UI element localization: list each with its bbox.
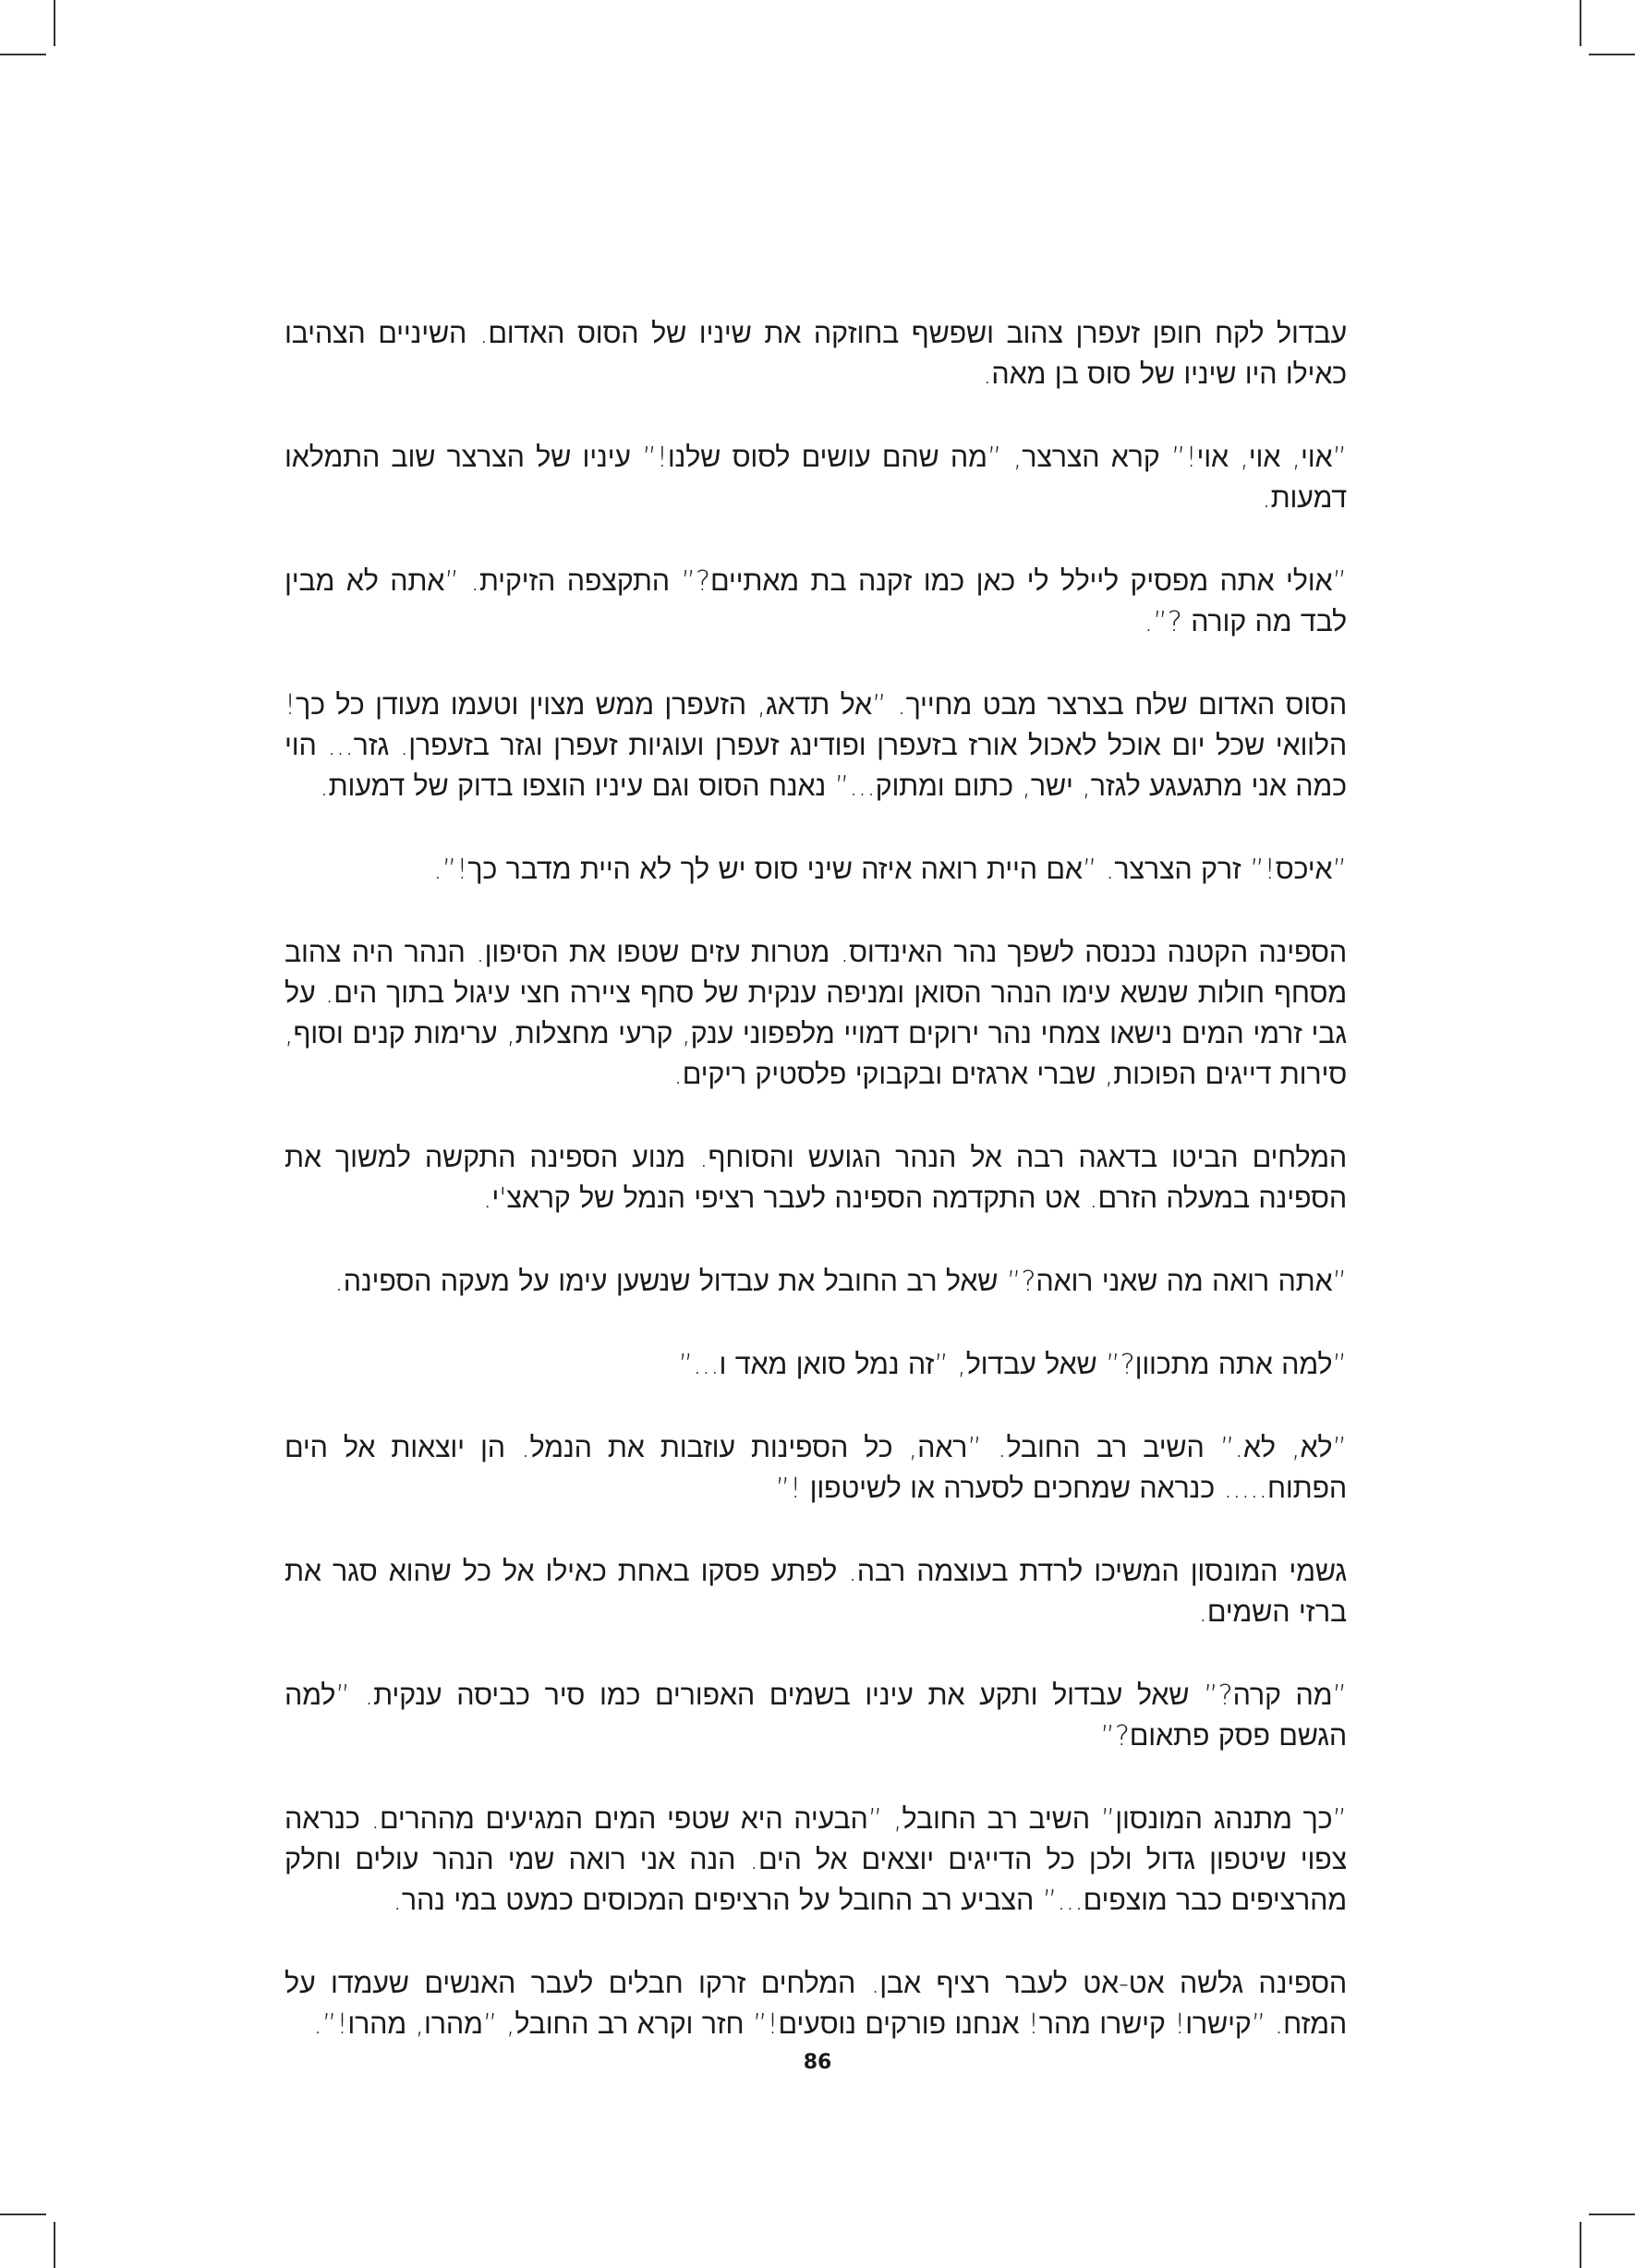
crop-mark-bottom-left-vertical [54, 2222, 55, 2268]
paragraph: ”כך מתנהג המונסון” השיב רב החובל, ”הבעיה היא שטפי המים המגיעים מההרים. כנראה צפוי שיטפון גדול ולכן כל הדייגים יוצאים אל הים. הנה אני רואה שמי הנהר עולים וחלק מהרציפים כבר מוצפים...” הצביע רב החובל על הרציפים המכוסים כמעט במי נהר. [285, 1803, 1347, 1917]
paragraph: ”אולי אתה מפסיק ליילל לי כאן כמו זקנה בת מאתיים?” התקצפה הזיקית. ”אתה לא מבין לבד מה קורה ?”. [285, 565, 1347, 638]
paragraph: ”אוי, אוי, אוי!” קרא הצרצר, ”מה שהם עושים לסוס שלנו!” עיניו של הצרצר שוב התמלאו דמעות. [285, 442, 1347, 515]
crop-mark-bottom-right-vertical [1580, 2222, 1581, 2268]
crop-mark-top-right-vertical [1580, 0, 1581, 46]
paragraph: גשמי המונסון המשיכו לרדת בעוצמה רבה. לפתע פסקו באחת כאילו אל כל שהוא סגר את ברזי השמים. [285, 1556, 1347, 1629]
paragraph: המלחים הביטו בדאגה רבה אל הנהר הגועש והסוחף. מנוע הספינה התקשה למשוך את הספינה במעלה הזרם. אט התקדמה הספינה לעבר רציפי הנמל של קראצ'י. [285, 1142, 1347, 1215]
paragraph: עבדול לקח חופן זעפרן צהוב ושפשף בחוזקה את שיניו של הסוס האדום. השיניים הצהיבו כאילו היו שיניו של סוס בן מאה. [285, 318, 1347, 391]
crop-mark-top-left-horizontal [0, 54, 46, 55]
paragraph: ”לא, לא.” השיב רב החובל. ”ראה, כל הספינות עוזבות את הנמל. הן יוצאות אל הים הפתוח..... כנראה שמחכים לסערה או לשיטפון !” [285, 1432, 1347, 1505]
paragraph: הספינה גלשה אט-אט לעבר רציף אבן. המלחים זרקו חבלים לעבר האנשים שעמדו על המזח. ”קישרו! קישרו מהר! אנחנו פורקים נוסעים!” חזר וקרא רב החובל, ”מהרו, מהרו!”. [285, 1968, 1347, 2041]
paragraph: ”למה אתה מתכוון?” שאל עבדול, ”זה נמל סואן מאד ו...” [678, 1349, 1347, 1381]
page-number: 86 [803, 2051, 832, 2074]
crop-mark-bottom-right-horizontal [1589, 2213, 1635, 2215]
body-text [285, 314, 1347, 2088]
paragraph: ”איכס!” זרק הצרצר. ”אם היית רואה איזה שיני סוס יש לך לא היית מדבר כך!”. [433, 854, 1347, 886]
paragraph: הספינה הקטנה נכנסה לשפך נהר האינדוס. מטרות עזים שטפו את הסיפון. הנהר היה צהוב מסחף חולות שנשא עימו הנהר הסואן ומניפה ענקית של סחף ציירה חצי עיגול בתוך הים. על גבי זרמי המים נישאו צמחי נהר ירוקים דמויי מלפפוני ענק, קרעי מחצלות, ערימות קנים וסוף, סירות דייגים הפוכות, שברי ארגזים ובקבוקי פלסטיק ריקים. [285, 937, 1347, 1091]
paragraph: ”מה קרה?” שאל עבדול ותקע את עיניו בשמים האפורים כמו סיר כביסה ענקית. ”למה הגשם פסק פתאום?” [285, 1680, 1347, 1753]
paragraph: ”אתה רואה מה שאני רואה?” שאל רב החובל את עבדול שנשען עימו על מעקה הספינה. [334, 1266, 1347, 1298]
crop-mark-bottom-left-horizontal [0, 2213, 46, 2215]
crop-mark-top-right-horizontal [1589, 54, 1635, 55]
paragraph: הסוס האדום שלח בצרצר מבט מחייך. ”אל תדאג, הזעפרן ממש מצוין וטעמו מעודן כל כך! הלוואי שכל יום אוכל לאכול אורז בזעפרן ופודינג זעפרן ועוגיות זעפרן וגזר בזעפרן. גזר... הוי כמה אני מתגעגע לגזר, ישר, כתום ומתוק...” נאנח הסוס וגם עיניו הוצפו בדוק של דמעות. [285, 689, 1347, 803]
crop-mark-top-left-vertical [54, 0, 55, 46]
